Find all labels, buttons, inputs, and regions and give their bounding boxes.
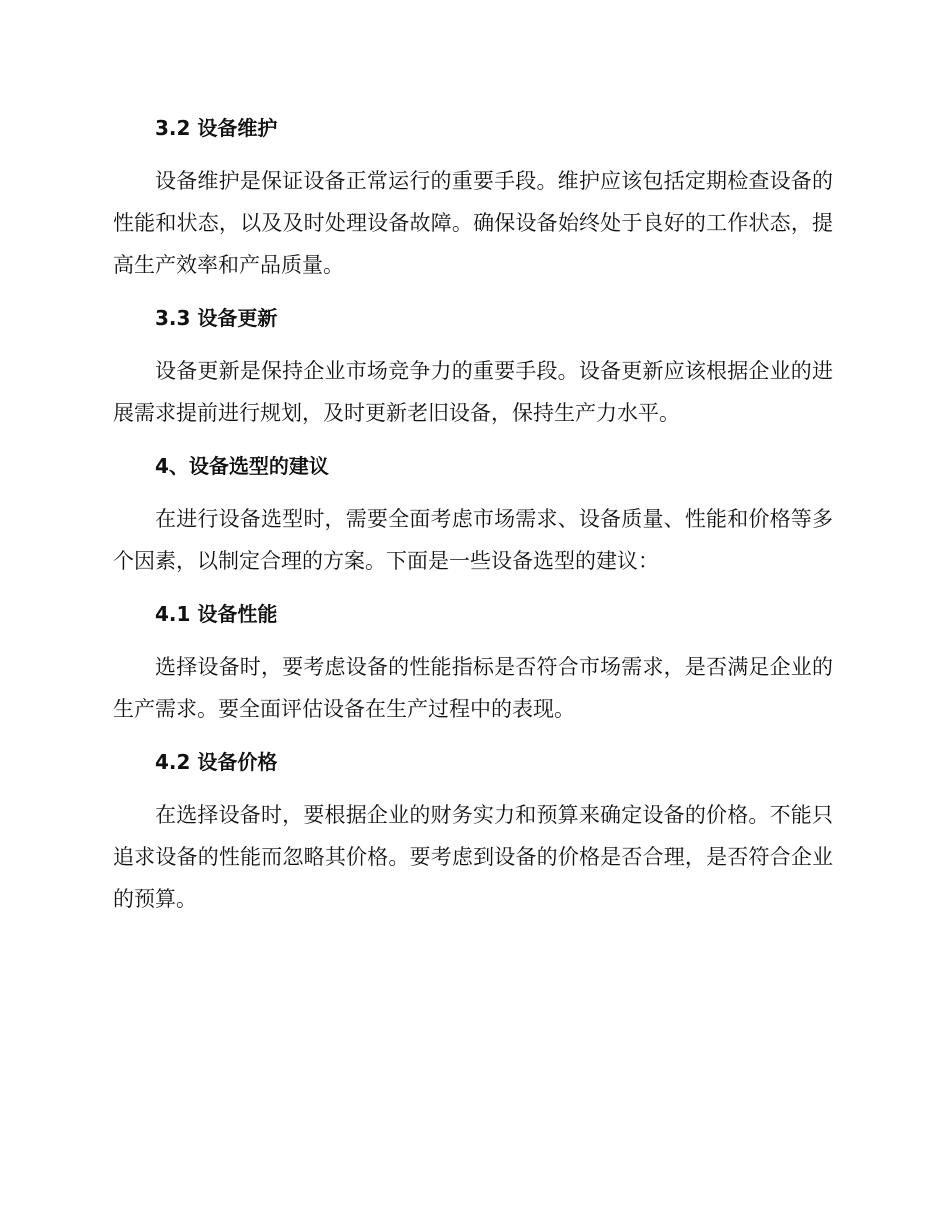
section-body-4: 在进行设备选型时，需要全面考虑市场需求、设备质量、性能和价格等多个因素，以制定合理的方案。下面是一些设备选型的建议： xyxy=(113,507,833,573)
section-body-3-3: 设备更新是保持企业市场竞争力的重要手段。设备更新应该根据企业的进展需求提前进行规划，及时更新老旧设备，保持生产力水平。 xyxy=(113,359,833,425)
document-content xyxy=(113,108,833,920)
section-heading-4: 4、设备选型的建议 xyxy=(155,454,329,478)
section-heading-4-2: 4.2 设备价格 xyxy=(155,750,278,774)
section-body-4-1: 选择设备时，要考虑设备的性能指标是否符合市场需求，是否满足企业的生产需求。要全面评估设备在生产过程中的表现。 xyxy=(113,655,833,721)
section-body-3-2: 设备维护是保证设备正常运行的重要手段。维护应该包括定期检查设备的性能和状态，以及及时处理设备故障。确保设备始终处于良好的工作状态，提高生产效率和产品质量。 xyxy=(113,169,833,277)
section-heading-4-1: 4.1 设备性能 xyxy=(155,602,278,626)
section-heading-3-3: 3.3 设备更新 xyxy=(155,306,278,330)
section-body-4-2: 在选择设备时，要根据企业的财务实力和预算来确定设备的价格。不能只追求设备的性能而忽略其价格。要考虑到设备的价格是否合理，是否符合企业的预算。 xyxy=(113,803,833,911)
section-heading-3-2: 3.2 设备维护 xyxy=(155,116,278,140)
